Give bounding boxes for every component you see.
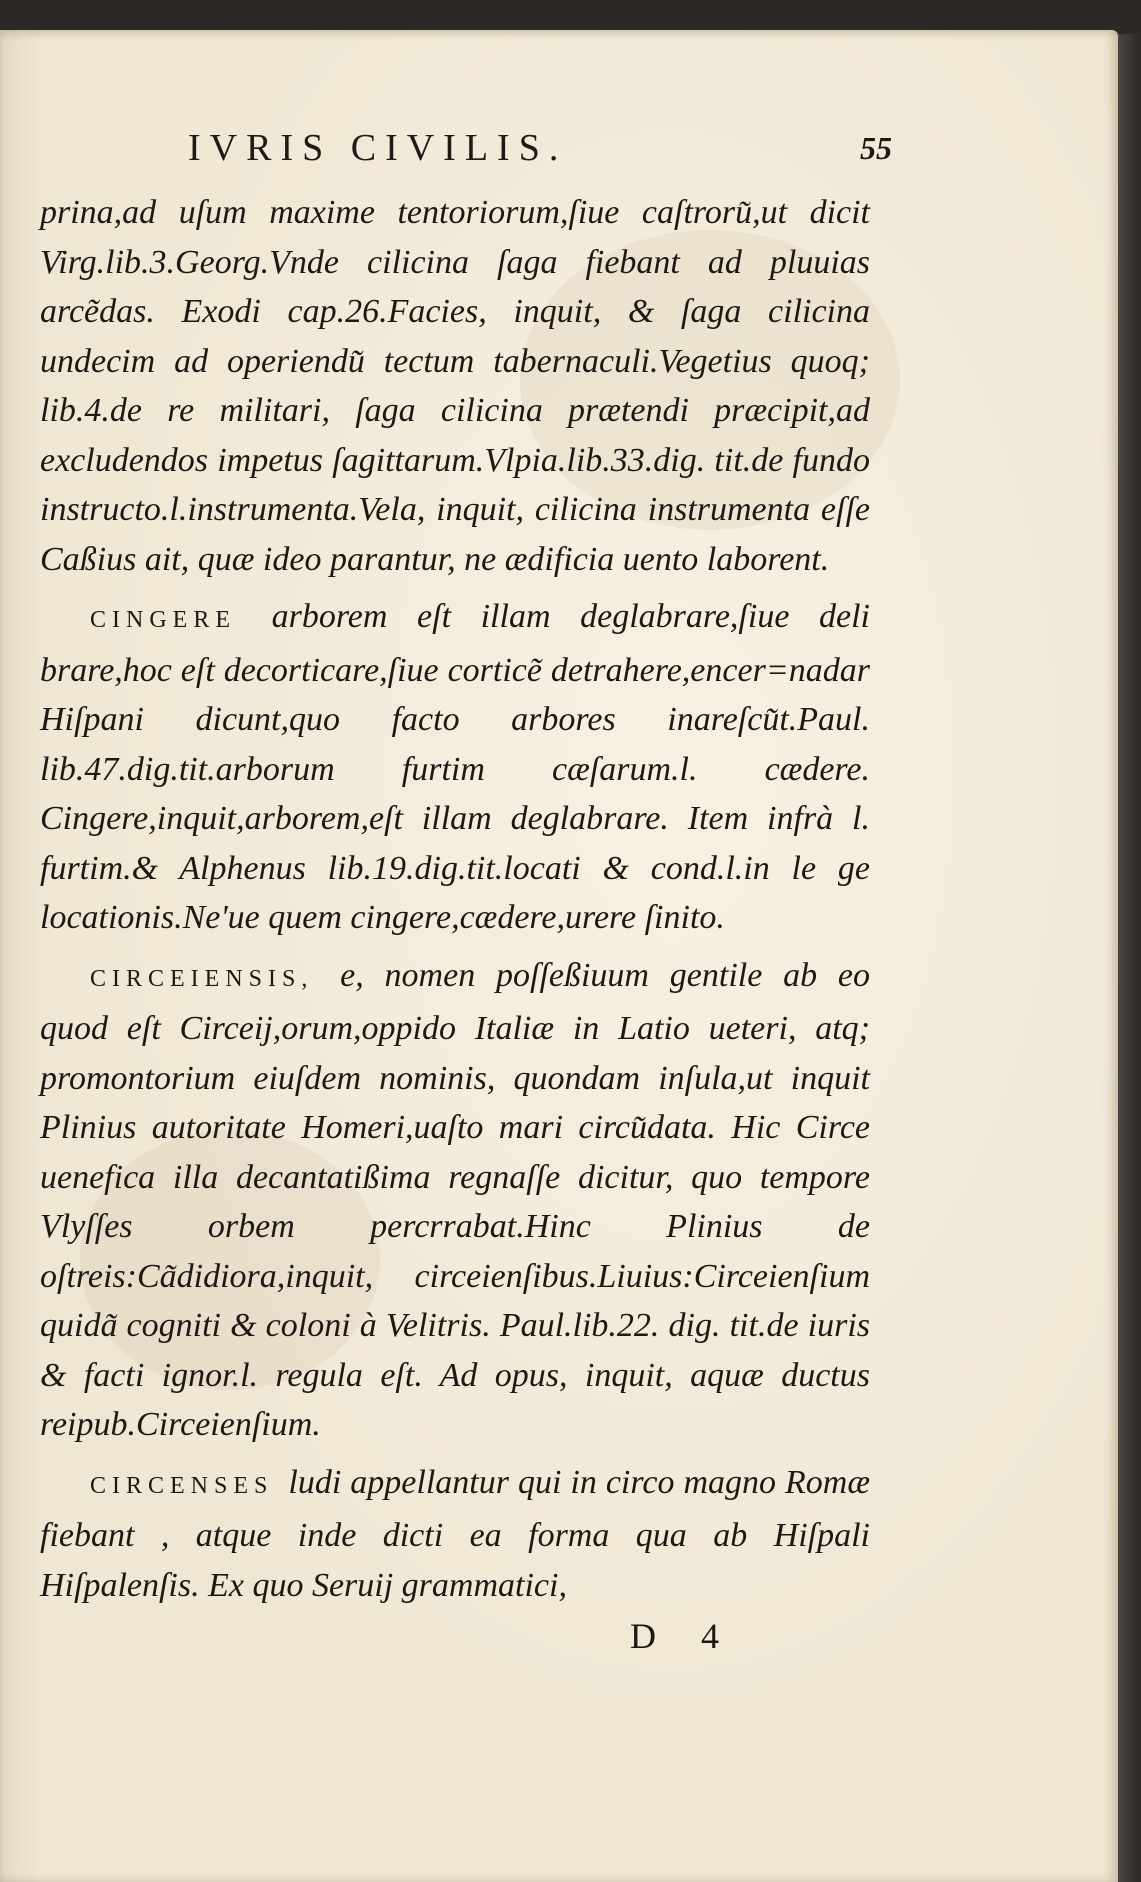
paragraph-text: ludi appellantur qui in circo magno Romæ fiebant , atque inde dicti ea forma qua ab Hiſpali Hiſpalenſis. Ex quo Seruij grammatici,: [40, 1463, 871, 1604]
paragraph: [40, 592, 870, 943]
paragraph: [40, 1458, 870, 1611]
paragraph-text: arborem eſt illam deglabrare,ſiue deli brare,hoc eſt decorticare,ſiue cortice͂ detrahere,encer=nadar Hiſpani dicunt,quo facto arbores inareſcu͂t.Paul. lib.47.dig.tit.arborum furtim cæſarum.l. cædere. Cingere,inquit,arborem,eſt illam deglabrare. Item infrà l. furtim.& Alphenus lib.19.dig.tit.locati & cond.l.in le ge locationis.Ne'ue quem cingere,cædere,urere ſinito.: [40, 598, 870, 936]
paragraph: [40, 951, 870, 1450]
running-title: IVRIS CIVILIS.: [188, 127, 568, 169]
signature-mark: D 4: [630, 1616, 737, 1656]
paragraph-text: prina,ad uſum maxime tentoriorum,ſiue caſtroru͂,ut dicit Virg.lib.3.Georg.Vnde cilicina ſaga fiebant ad pluuias arce͂das. Exodi cap.26.Facies, inquit, & ſaga cilicina undecim ad operiendu͂ tectum tabernaculi.Vegetius quoq; lib.4.de re militari, ſaga cilicina prætendi præcipit,ad excludendos impetus ſagittarum.Vlpia.lib.33.dig. tit.de fundo instructo.l.instrumenta.Vela, inquit, cilicina instrumenta eſſe Caßius ait, quæ ideo parantur, ne ædificia uento laborent.: [40, 194, 870, 578]
page-header: [0, 122, 1118, 172]
lemma-heading: CIRCEIENSIS,: [90, 965, 314, 992]
lemma-heading: CIRCENSES: [90, 1472, 274, 1499]
page-number: 55: [860, 130, 892, 166]
paragraph: [40, 188, 870, 584]
lemma-heading: CINGERE: [90, 607, 236, 633]
book-edge: [1118, 34, 1141, 1882]
body-text: [40, 188, 870, 1618]
paragraph-text: e, nomen poſſeßiuum gentile ab eo quod eſt Circeij,orum,oppido Italiæ in Latio ueteri, atq; promontorium eiuſdem nominis, quondam inſula,ut inquit Plinius autoritate Homeri,uaſto mari circu͂data. Hic Circe uenefica illa decantatißima regnaſſe dicitur, quo tempore Vlyſſes orbem percrrabat.Hinc Plinius de oſtreis:Ca͂didiora,inquit, circeienſibus.Liuius:Circeienſium quida͂ cogniti & coloni à Velitris. Paul.lib.22. dig. tit.de iuris & facti ignor.l. regula eſt. Ad opus, inquit, aquæ ductus reipub.Circeienſium.: [40, 956, 870, 1443]
